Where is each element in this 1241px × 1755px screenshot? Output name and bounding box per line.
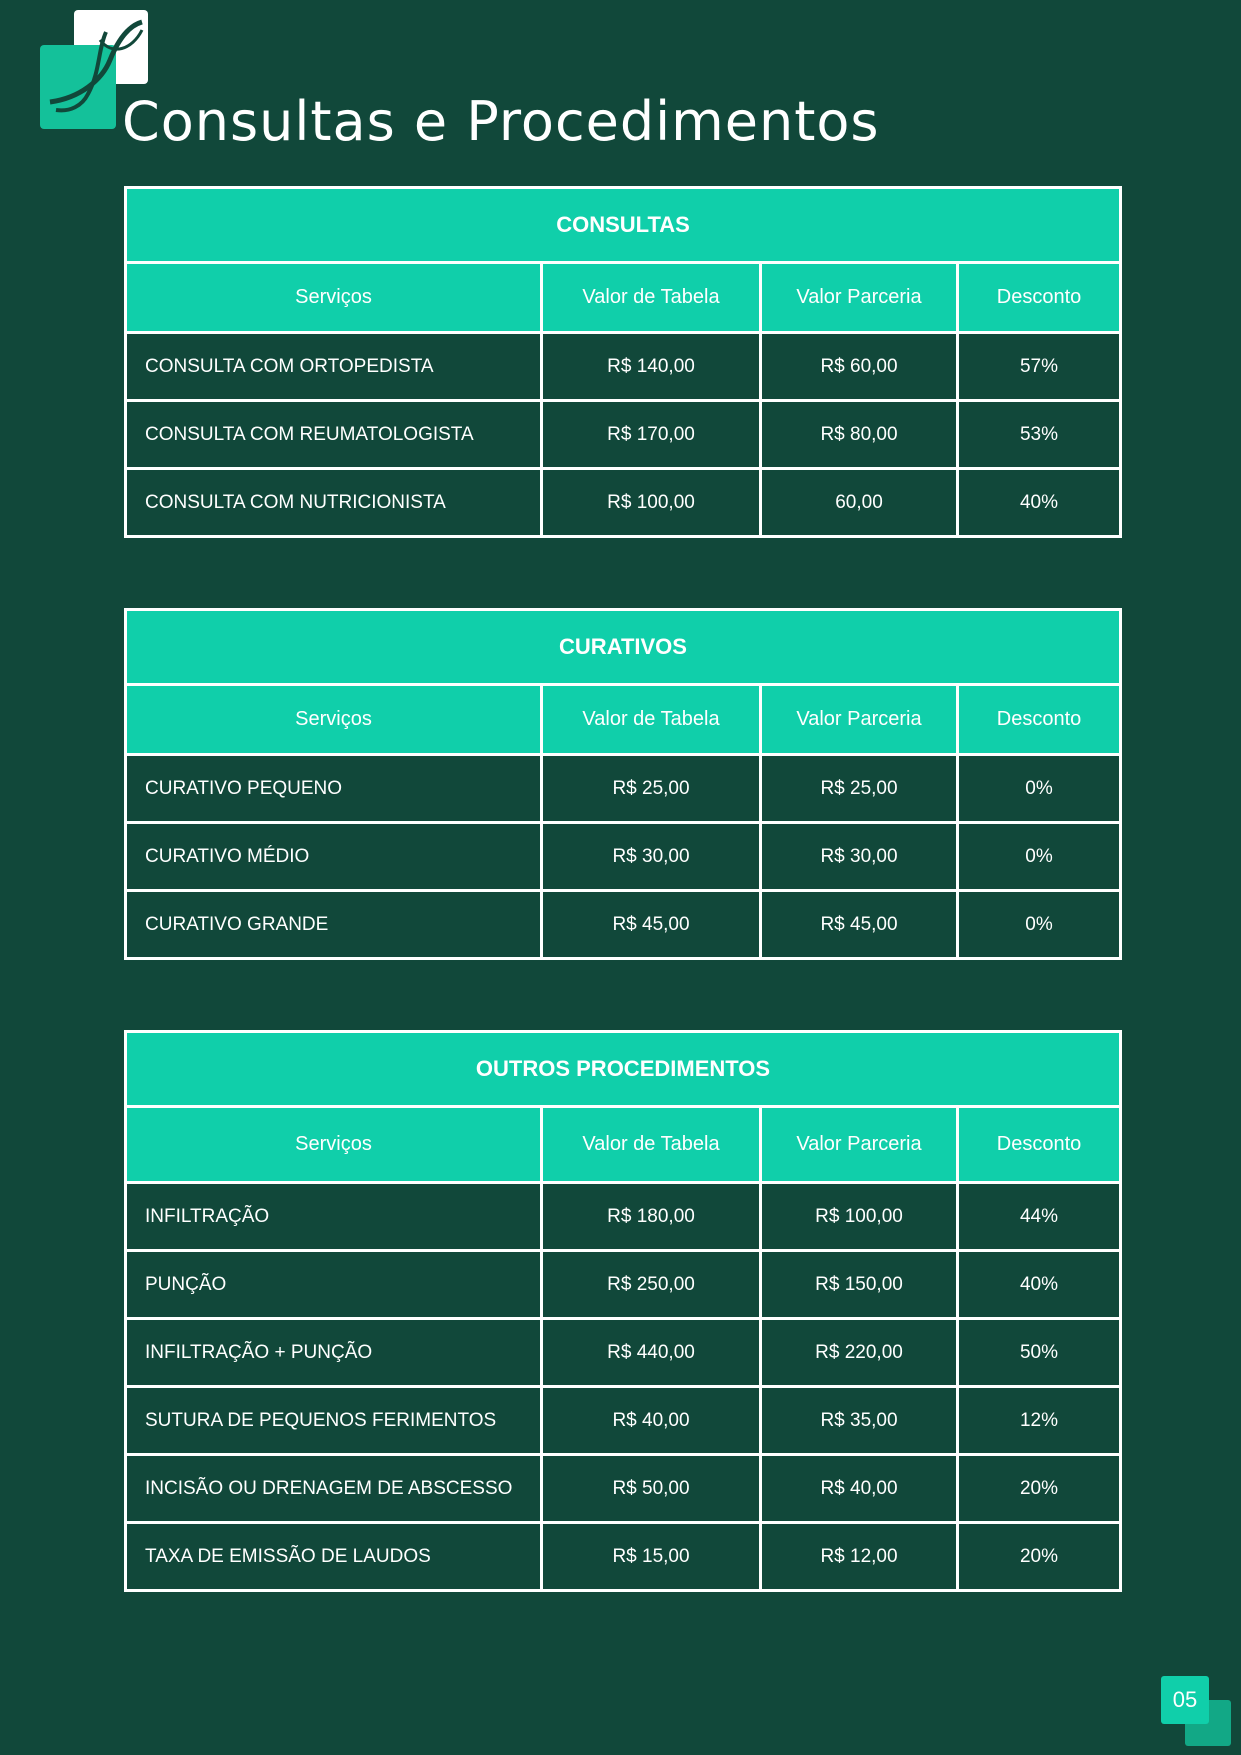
table-row [126,1251,1121,1319]
table-price-cell: R$ 30,00 [542,823,761,891]
page-number-badge [1161,1676,1233,1748]
table-price-cell: R$ 170,00 [542,401,761,469]
partner-price-cell: R$ 35,00 [761,1387,958,1455]
consultas-table [124,186,1122,538]
discount-cell: 50% [958,1319,1121,1387]
table-price-cell: R$ 45,00 [542,891,761,959]
partner-price-cell: R$ 40,00 [761,1455,958,1523]
column-header-valor-parceria: Valor Parceria [761,1107,958,1183]
service-cell: CONSULTA COM REUMATOLOGISTA [126,401,542,469]
table-price-cell: R$ 15,00 [542,1523,761,1591]
service-cell: INCISÃO OU DRENAGEM DE ABSCESSO [126,1455,542,1523]
table-row [126,1523,1121,1591]
column-header-desconto: Desconto [958,263,1121,333]
table-row [126,1183,1121,1251]
table-row [126,891,1121,959]
partner-price-cell: R$ 150,00 [761,1251,958,1319]
table-price-cell: R$ 40,00 [542,1387,761,1455]
column-header-desconto: Desconto [958,1107,1121,1183]
service-cell: INFILTRAÇÃO + PUNÇÃO [126,1319,542,1387]
table-price-cell: R$ 50,00 [542,1455,761,1523]
column-header-valor-tabela: Valor de Tabela [542,263,761,333]
partner-price-cell: R$ 60,00 [761,333,958,401]
discount-cell: 0% [958,823,1121,891]
discount-cell: 0% [958,891,1121,959]
service-cell: CONSULTA COM ORTOPEDISTA [126,333,542,401]
column-header-valor-parceria: Valor Parceria [761,263,958,333]
discount-cell: 57% [958,333,1121,401]
column-header-servicos: Serviços [126,685,542,755]
column-header-servicos: Serviços [126,1107,542,1183]
service-cell: CURATIVO GRANDE [126,891,542,959]
table-price-cell: R$ 440,00 [542,1319,761,1387]
table-row [126,755,1121,823]
service-cell: SUTURA DE PEQUENOS FERIMENTOS [126,1387,542,1455]
discount-cell: 44% [958,1183,1121,1251]
section-title: CONSULTAS [126,188,1121,263]
discount-cell: 12% [958,1387,1121,1455]
table-price-cell: R$ 140,00 [542,333,761,401]
table-price-cell: R$ 180,00 [542,1183,761,1251]
service-cell: TAXA DE EMISSÃO DE LAUDOS [126,1523,542,1591]
partner-price-cell: R$ 25,00 [761,755,958,823]
partner-price-cell: R$ 100,00 [761,1183,958,1251]
table-price-cell: R$ 100,00 [542,469,761,537]
partner-price-cell: R$ 45,00 [761,891,958,959]
column-header-valor-tabela: Valor de Tabela [542,1107,761,1183]
discount-cell: 20% [958,1523,1121,1591]
service-cell: PUNÇÃO [126,1251,542,1319]
curativos-table [124,608,1122,960]
service-cell: CURATIVO PEQUENO [126,755,542,823]
discount-cell: 0% [958,755,1121,823]
discount-cell: 40% [958,1251,1121,1319]
partner-price-cell: R$ 30,00 [761,823,958,891]
column-header-valor-parceria: Valor Parceria [761,685,958,755]
discount-cell: 40% [958,469,1121,537]
column-header-valor-tabela: Valor de Tabela [542,685,761,755]
page-title: Consultas e Procedimentos [122,90,880,153]
service-cell: INFILTRAÇÃO [126,1183,542,1251]
table-row [126,333,1121,401]
table-row [126,469,1121,537]
partner-price-cell: 60,00 [761,469,958,537]
page-number: 05 [1161,1676,1209,1724]
table-price-cell: R$ 25,00 [542,755,761,823]
service-cell: CONSULTA COM NUTRICIONISTA [126,469,542,537]
table-row [126,1319,1121,1387]
table-row [126,1455,1121,1523]
section-title: CURATIVOS [126,610,1121,685]
table-row [126,1387,1121,1455]
table-price-cell: R$ 250,00 [542,1251,761,1319]
outros-procedimentos-table [124,1030,1122,1592]
section-title: OUTROS PROCEDIMENTOS [126,1032,1121,1107]
discount-cell: 53% [958,401,1121,469]
table-row [126,401,1121,469]
service-cell: CURATIVO MÉDIO [126,823,542,891]
table-row [126,823,1121,891]
partner-price-cell: R$ 80,00 [761,401,958,469]
partner-price-cell: R$ 12,00 [761,1523,958,1591]
partner-price-cell: R$ 220,00 [761,1319,958,1387]
column-header-desconto: Desconto [958,685,1121,755]
discount-cell: 20% [958,1455,1121,1523]
column-header-servicos: Serviços [126,263,542,333]
